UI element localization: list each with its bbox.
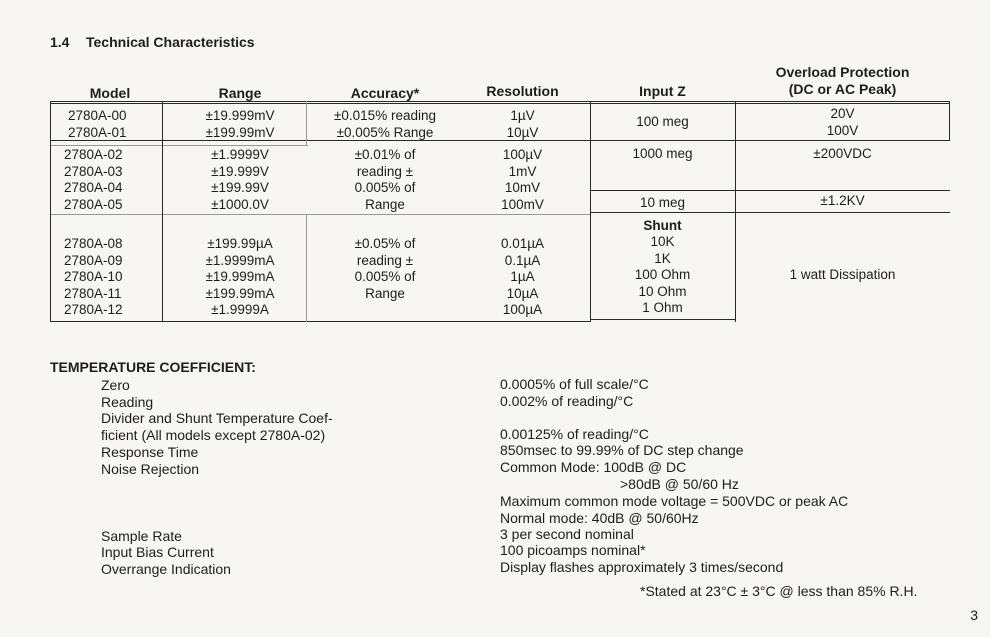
group3-shunts — [590, 234, 735, 317]
accuracy-cell: reading ± — [356, 163, 414, 179]
range-cell: ±19.999mA — [205, 269, 275, 284]
group1-models — [68, 108, 127, 141]
label-divider-1: Divider and Shunt Temperature Coef- — [101, 410, 333, 426]
resolution-cell: 100µV — [502, 147, 543, 162]
value-noise-3: Maximum common mode voltage = 500VDC or peak AC — [500, 493, 849, 509]
label-overrange: Overrange Indication — [101, 561, 231, 577]
resolution-cell: 10µV — [506, 124, 539, 140]
model-cell: 2780A-03 — [64, 163, 123, 179]
value-response: 850msec to 99.99% of DC step change — [500, 442, 744, 458]
accuracy-cell: Range — [365, 285, 405, 301]
accuracy-cell: reading ± — [356, 252, 414, 268]
col-line-left — [50, 101, 51, 322]
model-cell: 2780A-02 — [64, 147, 123, 162]
model-cell: 2780A-11 — [64, 285, 122, 301]
range-cell: ±199.99mV — [205, 124, 275, 140]
overload-cell: 20V — [830, 106, 855, 121]
label-noise: Noise Rejection — [101, 461, 200, 477]
group2-accuracy — [310, 147, 460, 213]
resolution-cell: 1µV — [510, 108, 535, 123]
resolution-cell: 1mV — [508, 163, 537, 179]
shunt-cell: 10K — [650, 234, 675, 249]
shunt-cell: 100 Ohm — [634, 267, 691, 282]
value-bias: 100 picoamps nominal* — [500, 542, 646, 558]
label-sample: Sample Rate — [101, 528, 182, 544]
group2-input-z-a: 1000 meg — [632, 146, 693, 161]
value-sample: 3 per second nominal — [500, 526, 634, 542]
group1-input-z: 100 meg — [636, 114, 689, 129]
label-bias: Input Bias Current — [101, 544, 214, 560]
group2-overload-a: ±200VDC — [813, 146, 872, 161]
header-overload-line2: (DC or AC Peak) — [788, 81, 897, 97]
range-cell: ±19.999mV — [205, 108, 275, 123]
group3-ranges — [170, 236, 310, 319]
value-noise-4: Normal mode: 40dB @ 50/60Hz — [500, 510, 699, 526]
model-cell: 2780A-09 — [64, 252, 123, 268]
value-divider: 0.00125% of reading/°C — [500, 426, 649, 442]
header-range: Range — [218, 85, 262, 101]
resolution-cell: 100mV — [501, 196, 544, 212]
model-cell: 2780A-10 — [64, 269, 123, 284]
header-model: Model — [89, 85, 131, 101]
resolution-cell: 100µA — [502, 302, 543, 317]
model-cell: 2780A-04 — [64, 180, 123, 195]
group2-overload-b: ±1.2KV — [820, 193, 865, 208]
group1-overload — [735, 106, 950, 139]
accuracy-cell: ±0.01% of — [354, 147, 416, 162]
range-cell: ±19.999V — [211, 163, 269, 179]
row-divider-1b — [50, 145, 308, 146]
label-zero: Zero — [101, 377, 130, 393]
model-cell: 2780A-08 — [64, 236, 123, 251]
range-cell: ±1.9999V — [211, 147, 269, 162]
shunt-cell: 10 Ohm — [638, 283, 687, 299]
page-number: 3 — [970, 607, 978, 623]
footnote: *Stated at 23°C ± 3°C @ less than 85% R.H. — [640, 583, 918, 599]
accuracy-cell: Range — [365, 196, 405, 212]
group2-resolution — [455, 147, 590, 213]
row-divider-2 — [590, 212, 950, 213]
value-noise-1: Common Mode: 100dB @ DC — [500, 459, 687, 475]
group2-models — [64, 147, 123, 213]
group1-accuracy — [310, 108, 460, 141]
header-overload-line1: Overload Protection — [775, 64, 910, 80]
group3-models — [64, 236, 123, 319]
header-input-z: Input Z — [639, 83, 686, 99]
shunt-title: Shunt — [643, 218, 682, 233]
group1-ranges — [170, 108, 310, 141]
resolution-cell: 10µA — [506, 285, 539, 301]
value-reading: 0.002% of reading/°C — [500, 393, 634, 409]
model-cell: 2780A-05 — [64, 196, 123, 212]
group3-accuracy — [310, 236, 460, 302]
header-resolution: Resolution — [486, 83, 559, 99]
range-cell: ±199.99mA — [205, 285, 275, 301]
accuracy-cell: ±0.015% reading — [334, 108, 436, 123]
model-cell: 2780A-00 — [68, 108, 127, 123]
group2-ranges — [170, 147, 310, 213]
range-cell: ±199.99V — [211, 180, 269, 195]
resolution-cell: 1µA — [510, 269, 535, 284]
range-cell: ±1.9999mA — [205, 252, 275, 268]
label-response: Response Time — [101, 444, 199, 460]
section-title: Technical Characteristics — [86, 34, 255, 50]
accuracy-cell: ±0.005% Range — [336, 124, 434, 140]
group1-resolution — [455, 108, 590, 141]
accuracy-cell: 0.005% of — [354, 269, 416, 284]
table-bottom-rule-2 — [590, 319, 735, 320]
resolution-cell: 0.01µA — [500, 236, 545, 251]
table-bottom-rule — [50, 321, 590, 322]
accuracy-cell: 0.005% of — [354, 180, 416, 195]
overload-cell: 100V — [826, 122, 859, 138]
group3-overload: 1 watt Dissipation — [789, 267, 896, 282]
col-line-1 — [162, 101, 163, 322]
range-cell: ±1.9999A — [211, 302, 269, 317]
section-number: 1.4 — [50, 34, 70, 50]
table-top-rule-2 — [50, 103, 950, 104]
value-noise-2: >80dB @ 50/60 Hz — [620, 476, 739, 492]
header-accuracy: Accuracy* — [350, 85, 420, 101]
group2-input-z-b: 10 meg — [639, 195, 686, 210]
section-heading — [50, 34, 255, 50]
row-divider-2b — [50, 214, 590, 215]
range-cell: ±1000.0V — [211, 196, 269, 212]
resolution-cell: 10mV — [504, 180, 541, 195]
group3-resolution — [455, 236, 590, 319]
row-divider-inputz — [590, 190, 950, 191]
model-cell: 2780A-12 — [64, 302, 123, 317]
shunt-cell: 1 Ohm — [642, 300, 683, 315]
resolution-cell: 0.1µA — [504, 252, 541, 268]
accuracy-cell: ±0.05% of — [354, 236, 416, 251]
range-cell: ±199.99µA — [207, 236, 273, 251]
value-overrange: Display flashes approximately 3 times/second — [500, 559, 784, 575]
shunt-cell: 1K — [654, 250, 671, 266]
label-reading: Reading — [101, 394, 154, 410]
label-divider-2: ficient (All models except 2780A-02) — [101, 427, 326, 443]
table-top-rule — [50, 101, 950, 102]
temperature-heading: TEMPERATURE COEFFICIENT: — [50, 359, 256, 375]
model-cell: 2780A-01 — [68, 124, 127, 140]
value-zero: 0.0005% of full scale/°C — [500, 376, 649, 392]
